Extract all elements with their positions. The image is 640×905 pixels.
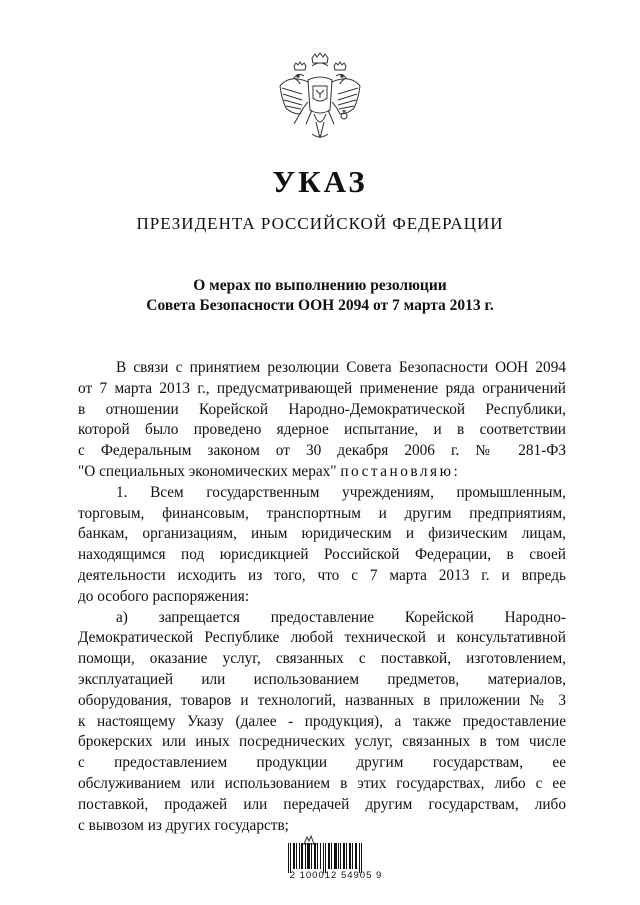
body-line: с предоставлением продукции другим государствам, ее [78,754,566,772]
document-heading [0,276,640,316]
document-body [78,358,566,836]
body-line: к настоящему Указу (далее - продукция), а также предоставление [78,712,566,730]
barcode-number: 2 100012 54905 9 [289,870,383,881]
body-line: Демократической Республике любой технической и консультативной [78,629,566,647]
body-line: эксплуатацией или использованием предметов, материалов, [78,670,566,688]
body-line: деятельности исходить из того, что с 7 марта 2013 г. и впредь [78,566,566,584]
body-line: от 7 марта 2013 г., предусматривающей применение ряда ограничений [78,379,566,397]
heading-line-1: О мерах по выполнению резолюции [193,277,447,294]
heading-line-2: Совета Безопасности ООН 2094 от 7 марта 2013 г. [146,297,494,314]
body-line-fragment: "О специальных экономических мерах" [78,462,337,480]
body-line: помощи, оказание услуг, связанных с поставкой, изготовлением, [78,650,566,668]
resolution-word: постановляю: [340,462,461,480]
body-line: которой было проведено ядерное испытание, и в соответствии [78,421,566,439]
body-line [78,462,566,483]
body-line: находящимся под юрисдикцией Российской Федерации, в своей [78,546,566,564]
body-line: до особого распоряжения: [78,587,250,605]
body-line: торговым, финансовым, транспортным и другим предприятиям, [78,504,566,522]
body-line: обслуживанием или использованием в этих государствах, либо с ее [78,774,566,792]
body-line: оборудования, товаров и технологий, названных в приложении № 3 [78,691,566,709]
document-subtitle: ПРЕЗИДЕНТА РОССИЙСКОЙ ФЕДЕРАЦИИ [136,214,504,233]
body-line: с Федеральным законом от 30 декабря 2006 г. № 281-ФЗ [78,442,566,460]
body-line: с вывозом из других государств; [78,816,289,834]
body-line: поставкой, продажей или передачей другим государствам, либо [78,795,566,813]
body-line: брокерских или иных посреднических услуг, связанных в том числе [78,733,566,751]
body-line: 1. Всем государственным учреждениям, промышленным, [116,483,566,501]
document-title: УКАЗ [272,164,368,199]
barcode [288,843,364,873]
body-line: в отношении Корейской Народно-Демократической Республики, [78,400,566,418]
coat-of-arms-emblem [274,52,366,148]
body-line: а) запрещается предоставление Корейской Народно- [116,608,566,626]
body-line: банкам, организациям, иным юридическим и физическим лицам, [78,525,566,543]
body-line: В связи с принятием резолюции Совета Безопасности ООН 2094 [116,359,566,376]
